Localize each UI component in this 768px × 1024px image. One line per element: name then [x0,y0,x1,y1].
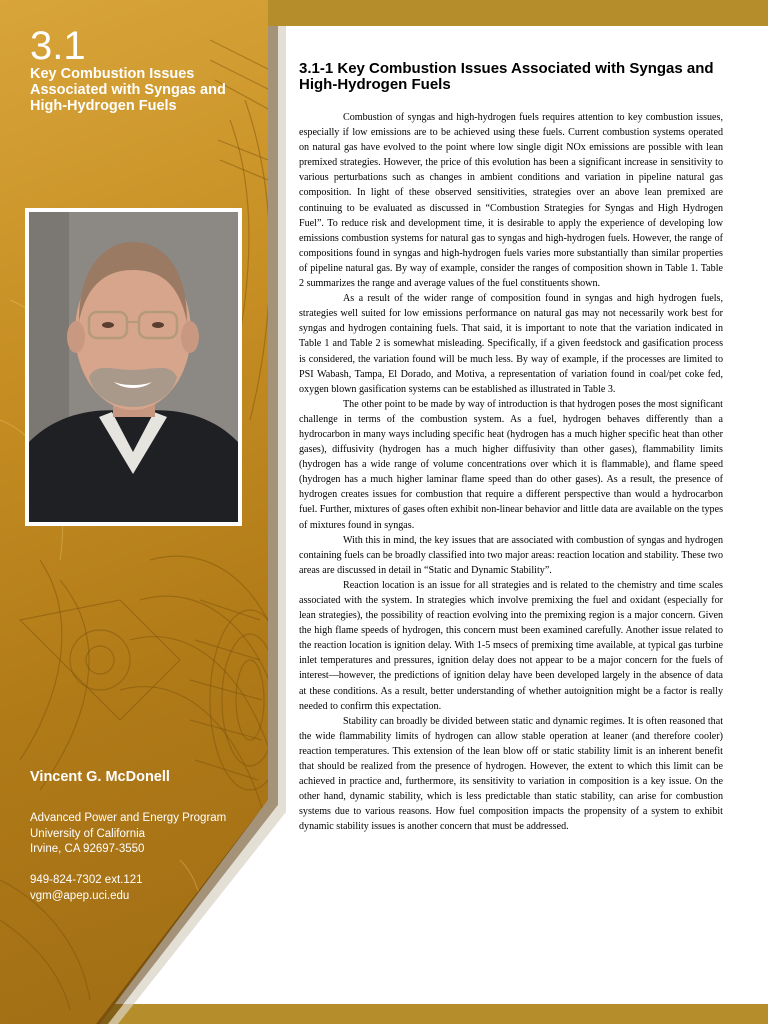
body-paragraph: With this in mind, the key issues that are associated with combustion of syngas and hydrogen containing fuels can be broadly classified into two major areas: reaction location and stability. These two areas are discussed in detail in “Static and Dynamic Stability”. [299,534,723,576]
article-title: 3.1-1 Key Combustion Issues Associated with Syngas and High-Hydrogen Fuels [299,60,714,93]
author-contact [30,873,143,904]
author-photo-image [29,212,238,522]
affiliation-line: University of California [30,827,146,840]
body-paragraph: Reaction location is an issue for all strategies and is related to the chemistry and time scales associated with the system. In strategies which involve premixing the fuel and oxidant (especially for lean strategies), the possibility of reaction evolving into the premixing region is a major concern. Given the high flame speeds of hydrogen, this concern must been examined carefully. Another issue related to the reaction location is ignition delay. With 1-5 msecs of premixing time available, at typical gas turbine inlet temperatures and pressures, ignition delay does not appear to be a major concern for the fuels of interest—however, the predictions of ignition delay have been developed largely in the absence of data at these conditions. As a result, better understanding of whether autoignition might be a factor is really needed to confirm this expectation. [299,579,723,712]
author-phone: 949-824-7302 ext.121 [30,874,143,886]
body-paragraph: The other point to be made by way of introduction is that hydrogen poses the most significant challenge in terms of the combustion system. As a fuel, hydrogen behaves differently than a hydrocarbon in many ways including specific heat (hydrogen has a much higher specific heat than other gases), diffusivity (hydrogen has a much higher diffusivity than other gases), flammability limits (hydrogen has a wide range of volume concentrations over which it is flammable), and flame speed (hydrogen has a much higher laminar flame speed than do other gases). As a result, the presence of hydrogen creates issues for combustion that require a different perspective than would a hydrocarbon fuel. Further, mixtures of gases often exhibit non-linear behavior and little data are available on the types of mixtures found in syngas. [299,398,723,531]
author-email[interactable]: vgm@apep.uci.edu [30,889,130,902]
author-photo [25,208,242,526]
author-affiliation [30,811,226,858]
body-paragraph: As a result of the wider range of composition found in syngas and high hydrogen fuels, strategies well suited for low emissions performance on natural gas may not necessarily work best for syngas and hydrogen containing fuels. That said, it is important to note that the variation indicated in Table 1 and Table 2 is somewhat misleading. Specifically, if a given feedstock and gasification process is considered, the variation found will be much less. By way of example, if the processes are limited to PSI Wabash, Tampa, El Dorado, and Motiva, a representation of variation found in coal/pet coke fed, oxygen blown gasification systems can be established as illustrated in Table 3. [299,293,723,395]
affiliation-line: Irvine, CA 92697-3550 [30,843,145,855]
affiliation-line: Advanced Power and Energy Program [30,812,227,824]
author-name: Vincent G. McDonell [30,769,170,785]
section-number: 3.1 [30,24,86,68]
section-title: Key Combustion Issues Associated with Syngas and High-Hydrogen Fuels [30,66,226,114]
body-paragraph: Combustion of syngas and high-hydrogen fuels requires attention to key combustion issues, especially if low emissions are to be achieved using these fuels. Current combustion systems operated on natural gas have evolved to the point where low single digit NOx emissions are possible with lean premixed strategies. However, the price of this evolution has been a significant increase in sensitivity to various perturbations such as changes in ambient conditions and variation in pipeline natural gas composition. In light of these observed sensitivities, strategies over an above lean premixed are continuing to be evaluated as discussed in “Combustion Strategies for Syngas and High Hydrogen Fuel”. To reduce risk and development time, it is desirable to apply the experience of developing low emissions combustion systems for natural gas to syngas and high-hydrogen fuels. However, the range of compositions found in syngas and high-hydrogen fuels varies more substantially than similar properties of pipeline natural gas. By way of example, consider the ranges of composition shown in Table 1. Table 2 summarizes the range and average values of the fuel constituents shown. [299,112,723,290]
body-paragraph: Stability can broadly be divided between static and dynamic regimes. It is often reasoned that the wide flammability limits of hydrogen can allow stable operation at leaner (and therefore cooler) reaction temperatures. This extension of the lean blow off or static stability limit is an inherent benefit that should be realized from the presence of hydrogen. However, the extent to which this limit can be achieved in practice and, furthermore, its sensitivity to variation in composition is a key issue. On the other hand, dynamic stability, which is less predictable than static stability, can arise for combustion systems due to various reasons. How fuel composition impacts the propensity of a system to exhibit dynamic stability issues is another concern that must be addressed. [299,715,723,833]
article-body [299,110,723,835]
